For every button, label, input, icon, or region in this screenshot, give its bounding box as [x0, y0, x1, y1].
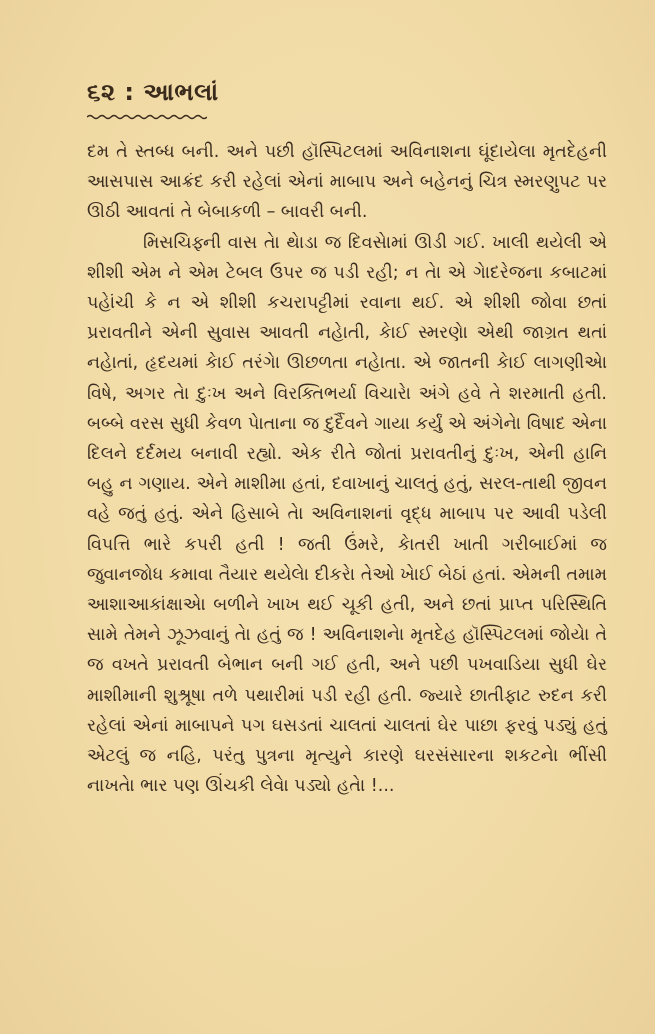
running-title: આભલાં: [143, 78, 219, 106]
paragraph-2: મિસચિફ્ની વાસ તેા થેાડા જ દિવસેામાં ઊડી ગઈ. ખાલી થયેલી એ શીશી એમ ને એમ ટેબલ ઉપર જ પડી રહી; ન તેા એ ગેાદરેજના કબાટમાં પહેાંચી કે ન એ શીશી કચરાપટ્ટીમાં રવાના થઈ. એ શીશી જોવા છતાં પ્રરાવતીને એની સુવાસ આવતી નહેાતી, કેાઈ સ્મરણેા એથી જાગ્રત થતાં નહેાતાં, હૃદયમાં કેાઈ તરંગેા ઊછળતા નહેાતા. એ જાતની કેાઈ લાગણીએા વિષે, અગર તેા દુઃખ અને વિરક્તિભર્યા વિચારેા અંગે હવે તે શરમાતી હતી. બબ્બે વરસ સુધી કેવળ પેાતાના જ દુર્દૈવને ગાયા કર્યું એ અંગેનેા વિષાદ એના દિલને દર્દમય બનાવી રહ્યો. એક રીતે જોતાં પ્રરાવતીનું દુઃખ, એની હાનિ બહુ ન ગણાય. એને માશીમા હતાં, દવાખાનું ચાલતું હતું, સરલ-તાથી જીવન વહે જતું હતું. એને હિસાબે તેા અવિનાશનાં વૃદ્ધ માબાપ પર આવી પડેલી વિપત્તિ ભારે કપરી હતી ! જતી ઉંમરે, કેાતરી ખાતી ગરીબાઈમાં જ જુવાનજોધ કમાવા તૈયાર થયેલેા દીકરેા તેઓ ખેાઈ બેઠાં હતાં. એમની તમામ આશાઆકાંક્ષાએા બળીને ખાખ થઈ ચૂકી હતી, અને છતાં પ્રાપ્ત પરિસ્થિતિ સામે તેમને ઝૂઝવાનું તેા હતું જ ! અવિનાશનેા મૃતદેહ હૉસ્પિટલમાં જોયેા તે જ વખતે પ્રરાવતી બેભાન બની ગઈ હતી, અને પછી પખવાડિયા સુધી ઘેર માશીમાની શુશ્રૂષા તળે પથારીમાં પડી રહી હતી. જ્યારે છાતીફાટ રુદન કરી રહેલાં એનાં માબાપને પગ ઘસડતાં ચાલતાં ચાલતાં ઘેર પાછા ફરવું પડ્યું હતું એટલું જ નહિ, પરંતુ પુત્રના મૃત્યુને કારણે ઘરસંસારના શકટનેા ભીંસી નાખતેા ભાર પણ ઊંચકી લેવેા પડ્યો હતેા !...: [87, 232, 607, 797]
header-separator: :: [124, 78, 135, 106]
running-header: [87, 78, 219, 106]
paragraph-1: દમ તે સ્તબ્ધ બની. અને પછી હૉસ્પિટલમાં અવિનાશના ઘૂંદાયેલા મૃતદેહની આસપાસ આક્રંદ કરી રહેલાં એનાં માબાપ અને બહેનનું ચિત્ર સ્મરણુપટ પર ઊઠી આવતાં તે બેબાકળી – બાવરી બની.: [87, 142, 607, 223]
page-number: ૬૨: [87, 78, 116, 106]
body-text: [87, 137, 607, 801]
header-wavy-rule: [87, 114, 207, 120]
